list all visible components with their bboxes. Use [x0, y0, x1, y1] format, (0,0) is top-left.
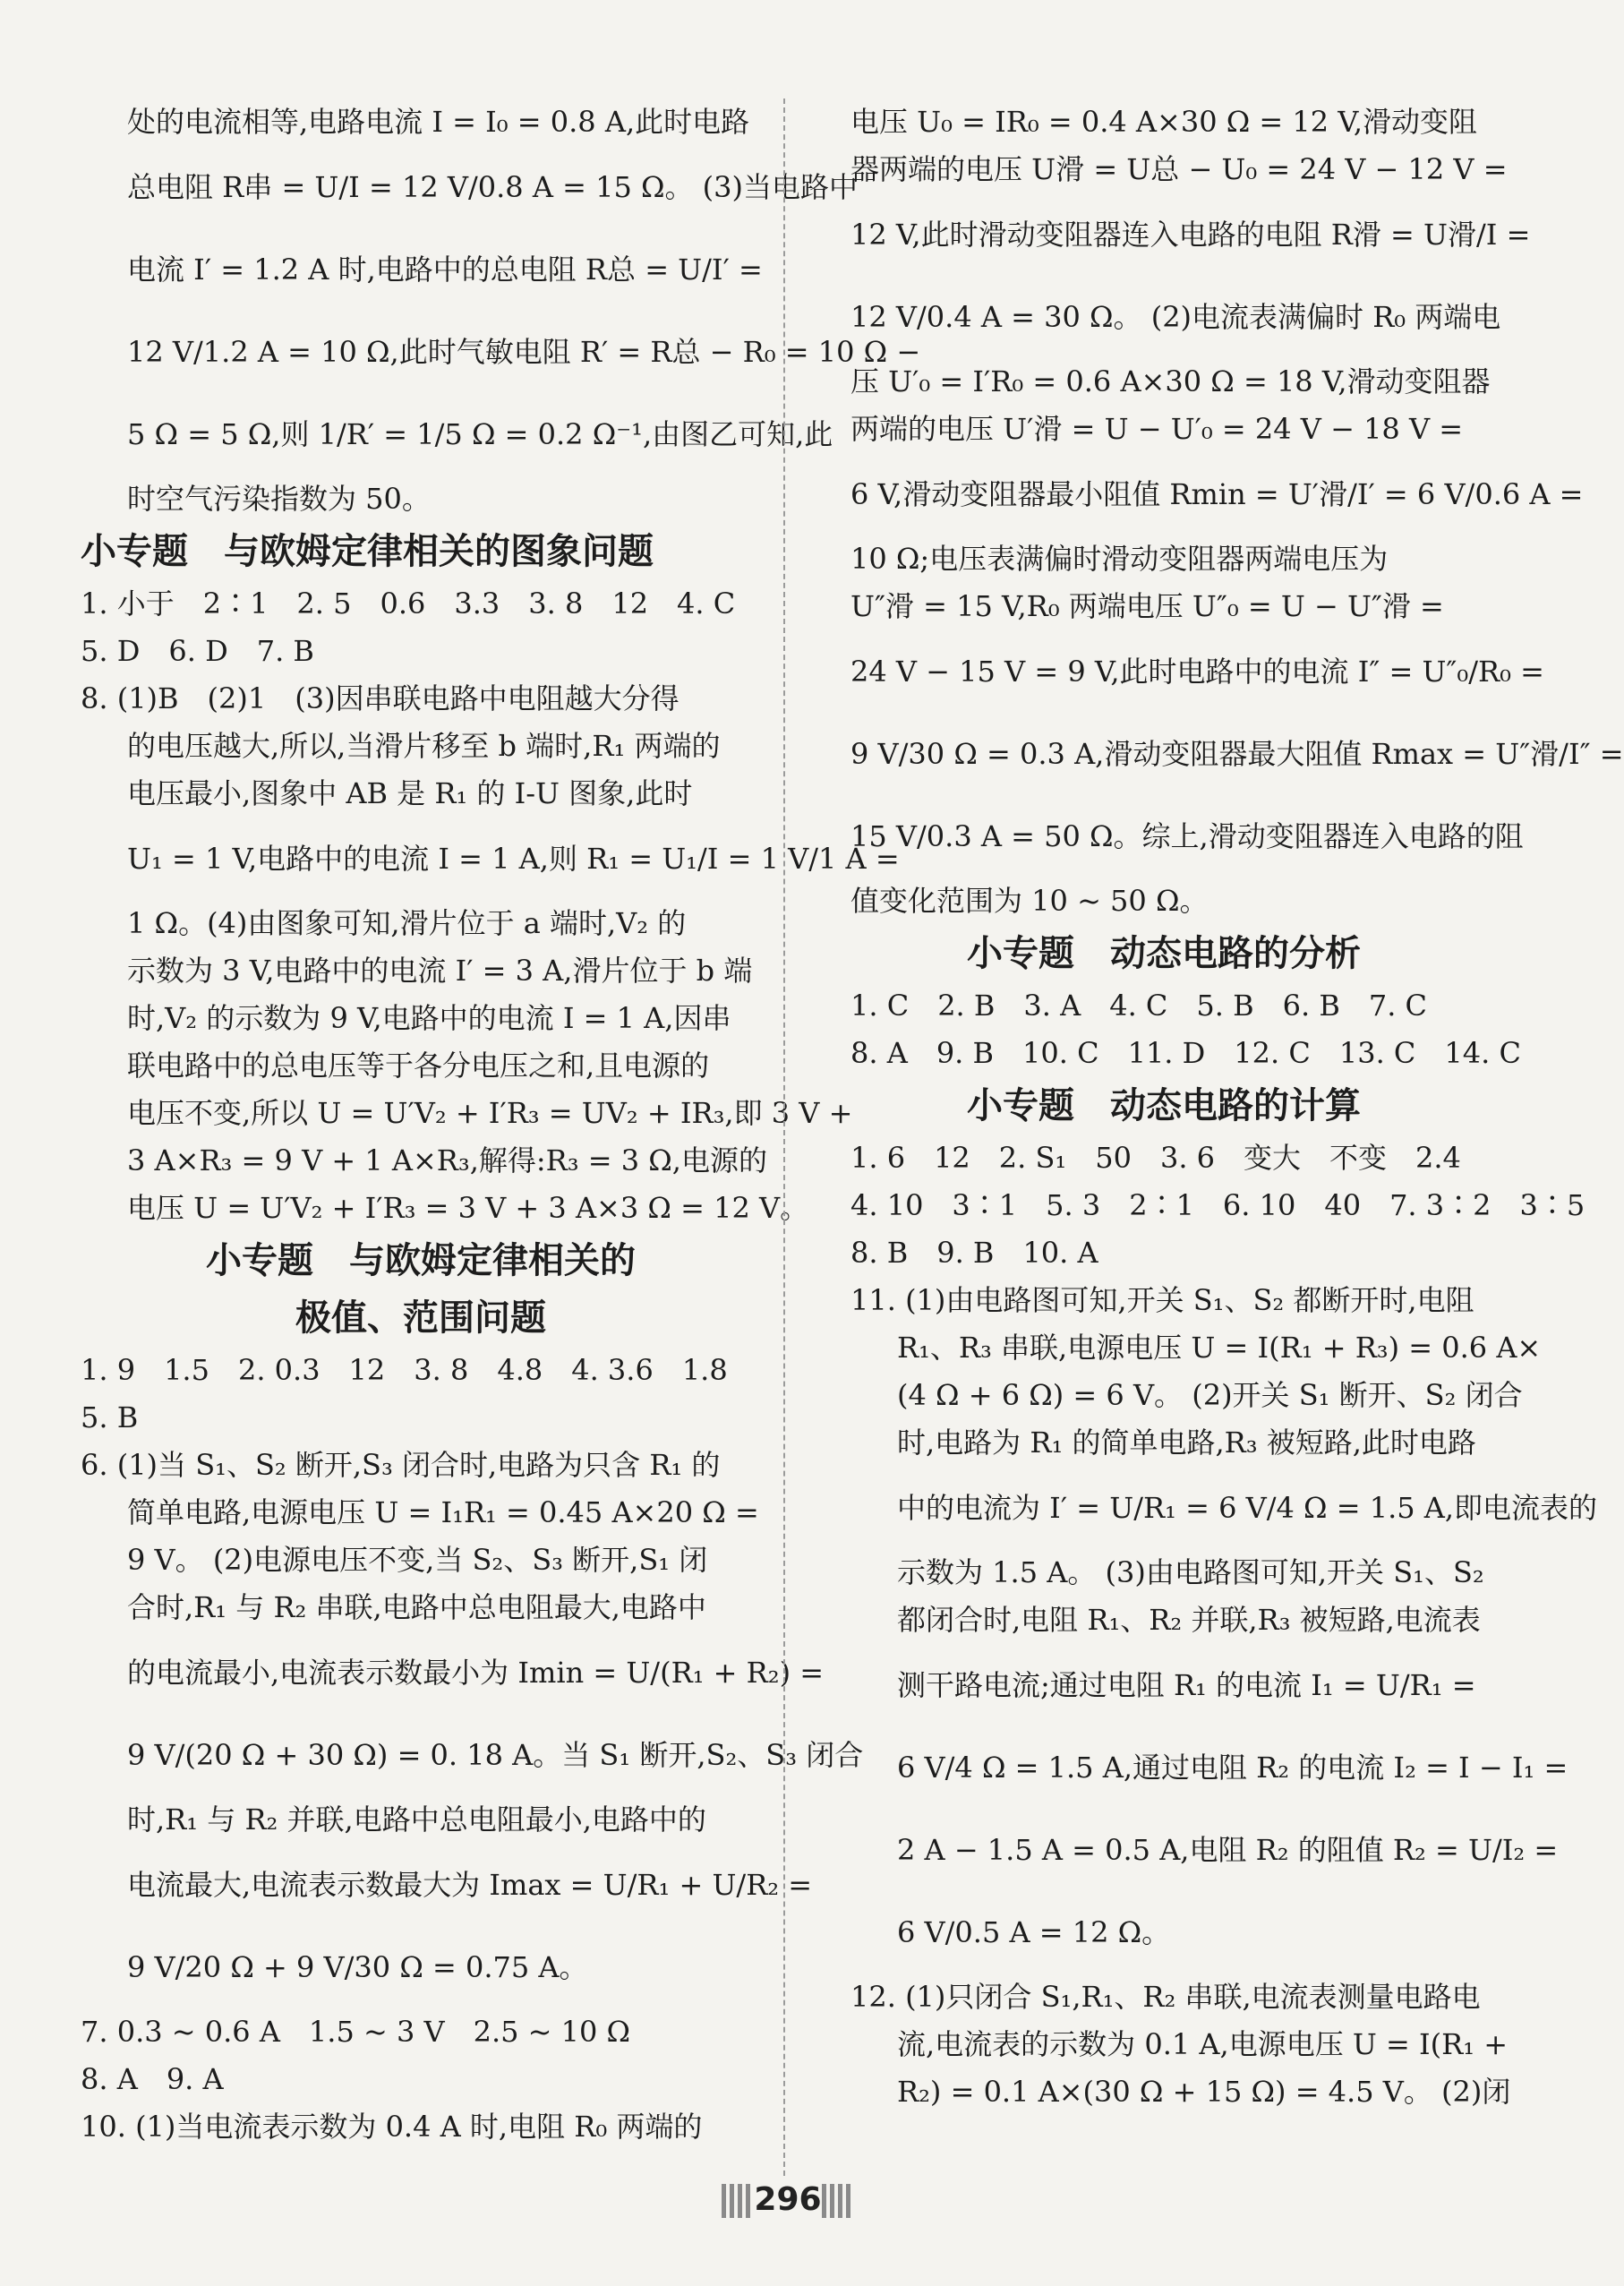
text-line: 5. B: [81, 1400, 139, 1434]
section-heading: 小专题 动态电路的分析: [967, 933, 1361, 974]
section-heading: 小专题 与欧姆定律相关的: [206, 1240, 636, 1281]
text-line: 6. (1)当 S₁、S₂ 断开,S₃ 闭合时,电路为只含 R₁ 的: [81, 1448, 721, 1482]
text-line: 1. C 2. B 3. A 4. C 5. B 6. B 7. C: [850, 989, 1428, 1023]
text-line: 6 V,滑动变阻器最小阻值 Rmin = U′滑/I′ = 6 V/0.6 A =: [850, 477, 1584, 511]
page-number: [712, 2178, 864, 2222]
text-line: 5. D 6. D 7. B: [81, 634, 314, 668]
text-line: 2 A − 1.5 A = 0.5 A,电阻 R₂ 的阻值 R₂ = U/I₂ =: [897, 1833, 1559, 1867]
text-line: 5 Ω = 5 Ω,则 1/R′ = 1/5 Ω = 0.2 Ω⁻¹,由图乙可知,此: [127, 417, 833, 451]
text-line: 简单电路,电源电压 U = I₁R₁ = 0.45 A×20 Ω =: [127, 1495, 759, 1529]
column-divider: [783, 98, 785, 2176]
section-heading: 小专题 与欧姆定律相关的图象问题: [81, 531, 654, 572]
text-line: 电流 I′ = 1.2 A 时,电路中的总电阻 R总 = U/I′ =: [127, 253, 763, 287]
text-line: 测干路电流;通过电阻 R₁ 的电流 I₁ = U/R₁ =: [897, 1668, 1476, 1702]
text-line: 1. 小于 2∶1 2. 5 0.6 3.3 3. 8 12 4. C: [81, 586, 736, 621]
text-line: 8. B 9. B 10. A: [850, 1236, 1098, 1270]
text-line: 合时,R₁ 与 R₂ 串联,电路中总电阻最大,电路中: [127, 1590, 706, 1624]
text-line: 处的电流相等,电路电流 I = I₀ = 0.8 A,此时电路: [127, 105, 750, 139]
text-line: R₂) = 0.1 A×(30 Ω + 15 Ω) = 4.5 V。 (2)闭: [897, 2075, 1511, 2109]
text-line: 两端的电压 U′滑 = U − U′₀ = 24 V − 18 V =: [850, 412, 1464, 446]
text-line: 时空气污染指数为 50。: [127, 482, 431, 516]
text-line: 电压最小,图象中 AB 是 R₁ 的 I-U 图象,此时: [127, 776, 693, 810]
text-line: 1. 9 1.5 2. 0.3 12 3. 8 4.8 4. 3.6 1.8: [81, 1353, 728, 1387]
text-line: 8. A 9. A: [81, 2062, 224, 2096]
text-line: 电压 U₀ = IR₀ = 0.4 A×30 Ω = 12 V,滑动变阻: [850, 105, 1477, 139]
text-line: 8. A 9. B 10. C 11. D 12. C 13. C 14. C: [850, 1036, 1521, 1070]
text-line: 压 U′₀ = I′R₀ = 0.6 A×30 Ω = 18 V,滑动变阻器: [850, 364, 1491, 398]
right-column: [850, 98, 1624, 2116]
text-line: U₁ = 1 V,电路中的电流 I = 1 A,则 R₁ = U₁/I = 1 V/1 A =: [127, 842, 900, 876]
text-line: 示数为 1.5 A。 (3)由电路图可知,开关 S₁、S₂: [897, 1555, 1484, 1589]
decorative-bars-icon: [822, 2184, 854, 2218]
page-number-text: 296: [754, 2181, 822, 2218]
text-line: 的电压越大,所以,当滑片移至 b 端时,R₁ 两端的: [127, 729, 721, 763]
text-line: 9 V/30 Ω = 0.3 A,滑动变阻器最大阻值 Rmax = U″滑/I″ =: [850, 737, 1624, 771]
text-line: 7. 0.3 ~ 0.6 A 1.5 ~ 3 V 2.5 ~ 10 Ω: [81, 2015, 631, 2049]
text-line: 1. 6 12 2. S₁ 50 3. 6 变大 不变 2.4: [850, 1141, 1461, 1175]
text-line: 电流最大,电流表示数最大为 Imax = U/R₁ + U/R₂ =: [127, 1868, 813, 1902]
text-line: U″滑 = 15 V,R₀ 两端电压 U″₀ = U − U″滑 =: [850, 589, 1444, 623]
text-line: 6 V/4 Ω = 1.5 A,通过电阻 R₂ 的电流 I₂ = I − I₁ =: [897, 1751, 1568, 1785]
text-line: 电压 U = U′V₂ + I′R₃ = 3 V + 3 A×3 Ω = 12 V。: [127, 1191, 809, 1225]
text-line: 器两端的电压 U滑 = U总 − U₀ = 24 V − 12 V =: [850, 152, 1508, 186]
section-heading: 小专题 动态电路的计算: [967, 1085, 1361, 1126]
text-line: 1 Ω。(4)由图象可知,滑片位于 a 端时,V₂ 的: [127, 906, 687, 940]
text-line: 电压不变,所以 U = U′V₂ + I′R₃ = UV₂ + IR₃,即 3 V +: [127, 1096, 853, 1130]
decorative-bars-icon: [722, 2184, 754, 2218]
text-line: 时,电路为 R₁ 的简单电路,R₃ 被短路,此时电路: [897, 1426, 1476, 1460]
text-line: 12 V/1.2 A = 10 Ω,此时气敏电阻 R′ = R总 − R₀ = 10 Ω −: [127, 335, 921, 369]
text-line: 时,V₂ 的示数为 9 V,电路中的电流 I = 1 A,因串: [127, 1001, 731, 1035]
text-line: (4 Ω + 6 Ω) = 6 V。 (2)开关 S₁ 断开、S₂ 闭合: [897, 1378, 1523, 1412]
text-line: 12. (1)只闭合 S₁,R₁、R₂ 串联,电流表测量电路电: [850, 1980, 1481, 2014]
text-line: 的电流最小,电流表示数最小为 Imin = U/(R₁ + R₂) =: [127, 1656, 825, 1690]
text-line: 12 V,此时滑动变阻器连入电路的电阻 R滑 = U滑/I =: [850, 218, 1531, 252]
text-line: R₁、R₃ 串联,电源电压 U = I(R₁ + R₃) = 0.6 A×: [897, 1331, 1542, 1365]
text-line: 4. 10 3∶1 5. 3 2∶1 6. 10 40 7. 3∶2 3∶5: [850, 1188, 1586, 1222]
text-line: 9 V。 (2)电源电压不变,当 S₂、S₃ 断开,S₁ 闭: [127, 1543, 708, 1577]
text-line: 中的电流为 I′ = U/R₁ = 6 V/4 Ω = 1.5 A,即电流表的: [897, 1491, 1598, 1525]
left-column: [81, 98, 921, 2151]
text-line: 10 Ω;电压表满偏时滑动变阻器两端电压为: [850, 542, 1389, 576]
text-line: 24 V − 15 V = 9 V,此时电路中的电流 I″ = U″₀/R₀ =: [850, 655, 1544, 689]
text-line: 12 V/0.4 A = 30 Ω。 (2)电流表满偏时 R₀ 两端电: [850, 300, 1501, 334]
text-line: 11. (1)由电路图可知,开关 S₁、S₂ 都断开时,电阻: [850, 1283, 1474, 1317]
text-line: 9 V/20 Ω + 9 V/30 Ω = 0.75 A。: [127, 1950, 588, 1984]
text-line: 15 V/0.3 A = 50 Ω。综上,滑动变阻器连入电路的阻: [850, 819, 1524, 853]
text-line: 联电路中的总电压等于各分电压之和,且电源的: [127, 1049, 710, 1083]
section-heading: 极值、范围问题: [295, 1297, 546, 1339]
text-line: 总电阻 R串 = U/I = 12 V/0.8 A = 15 Ω。 (3)当电路中: [127, 170, 859, 204]
text-line: 时,R₁ 与 R₂ 并联,电路中总电阻最小,电路中的: [127, 1802, 706, 1837]
text-line: 流,电流表的示数为 0.1 A,电源电压 U = I(R₁ +: [897, 2027, 1509, 2061]
text-line: 值变化范围为 10 ~ 50 Ω。: [850, 884, 1209, 918]
text-line: 都闭合时,电阻 R₁、R₂ 并联,R₃ 被短路,电流表: [897, 1603, 1481, 1637]
text-line: 9 V/(20 Ω + 30 Ω) = 0. 18 A。当 S₁ 断开,S₂、S₃ 闭合: [127, 1738, 864, 1772]
text-line: 10. (1)当电流表示数为 0.4 A 时,电阻 R₀ 两端的: [81, 2110, 703, 2144]
text-line: 3 A×R₃ = 9 V + 1 A×R₃,解得:R₃ = 3 Ω,电源的: [127, 1143, 767, 1177]
text-line: 8. (1)B (2)1 (3)因串联电路中电阻越大分得: [81, 681, 680, 715]
text-line: 示数为 3 V,电路中的电流 I′ = 3 A,滑片位于 b 端: [127, 954, 753, 988]
text-line: 6 V/0.5 A = 12 Ω。: [897, 1915, 1171, 1949]
